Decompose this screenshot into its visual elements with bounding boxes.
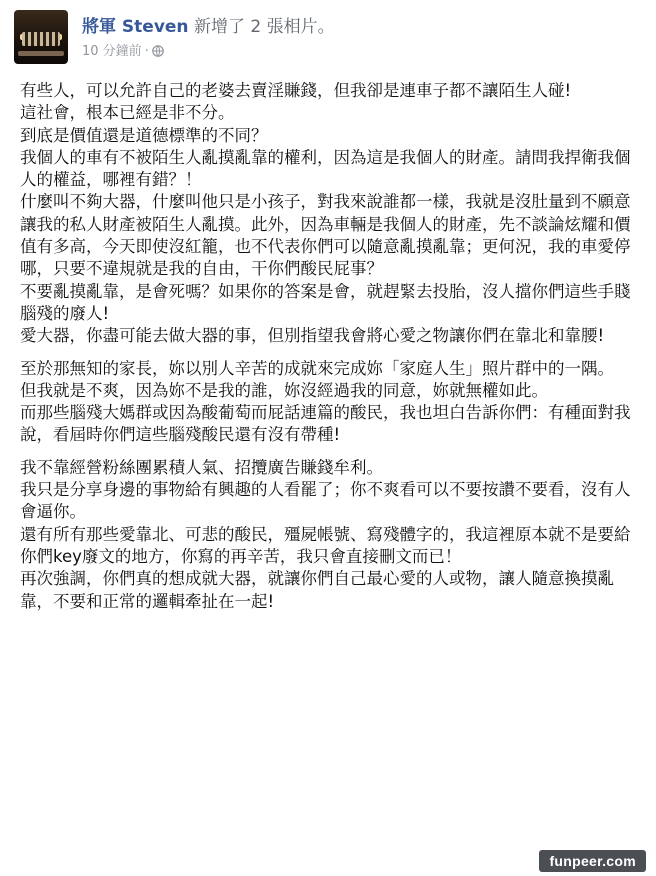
avatar[interactable] [14,10,68,64]
avatar-bumper [18,51,64,56]
watermark-logo: funpeer.com [539,850,646,872]
post-paragraph: 但我就是不爽，因為妳不是我的誰，妳沒經過我的同意，妳就無權如此。 [20,380,548,400]
post-paragraph: 我不靠經營粉絲團累積人氣、招攬廣告賺錢牟利。 [20,457,383,477]
meta-separator: · [144,44,149,59]
post-paragraph: 有些人，可以允許自己的老婆去賣淫賺錢，但我卻是連車子都不讓陌生人碰! [20,81,572,100]
paragraph-gap [20,447,640,457]
post-paragraph: 這社會，根本已經是非不分。 [20,103,235,123]
post-paragraph: 再次強調，你們真的想成就大器，就讓你們自己最心愛的人或物，讓人隨意換摸亂靠，不要和正常的邏輯牽扯在一起! [20,569,614,611]
post-paragraph: 不要亂摸亂靠，是會死嗎？如果你的答案是會，就趕緊去投胎，沒人擋你們這些手賤腦殘的廢人! [20,281,631,323]
post-paragraph: 還有所有那些愛靠北、可悲的酸民，殭屍帳號、寫殘體字的，我這裡原本就不是要給你們key廢文的地方，你寫的再辛苦，我只會直接刪文而已！ [20,524,631,566]
globe-icon [152,45,164,61]
post-paragraph: 而那些腦殘大媽群或因為酸葡萄而屁話連篇的酸民，我也坦白告訴你們：有種面對我說，看屆時你們這些腦殘酸民還有沒有帶種! [20,403,631,445]
post-paragraph: 到底是價值還是道德標準的不同？ [20,125,268,145]
post-paragraph: 什麼叫不夠大器，什麼叫他只是小孩子，對我來說誰都一樣，我就是沒肚量到不願意讓我的私人財產被陌生人亂摸。此外，因為車輛是我個人的財產，先不談論炫耀和價值有多高，今天即使沒紅籠，也不代表你們可以隨意亂摸亂靠；更何況，我的車愛停哪，只要不違規就是我的自由，干你們酸民屁事？ [20,192,631,279]
post-headline [82,12,335,37]
paragraph-gap [20,348,640,358]
post-paragraph: 我個人的車有不被陌生人亂摸亂靠的權利，因為這是我個人的財產。請問我捍衛我個人的權益，哪裡有錯？！ [20,147,631,190]
post-timestamp-link[interactable]: 10 分鐘前 [82,44,142,59]
post-paragraph: 至於那無知的家長，妳以別人辛苦的成就來完成妳「家庭人生」照片群中的一隅。 [20,358,614,378]
avatar-grille [22,32,60,46]
post-header [10,8,646,64]
post-meta [82,40,164,61]
post-paragraph: 我只是分享身邊的事物給有興趣的人看罷了；你不爽看可以不要按讚不要看，沒有人會逼你。 [20,480,631,522]
post-action-text: 新增了 2 張相片。 [193,17,335,37]
author-name-link[interactable]: 將軍 Steven [82,17,189,37]
post-paragraph: 愛大器，你盡可能去做大器的事，但別指望我會將心愛之物讓你們在靠北和靠腰! [20,326,605,346]
post-body [20,80,640,613]
